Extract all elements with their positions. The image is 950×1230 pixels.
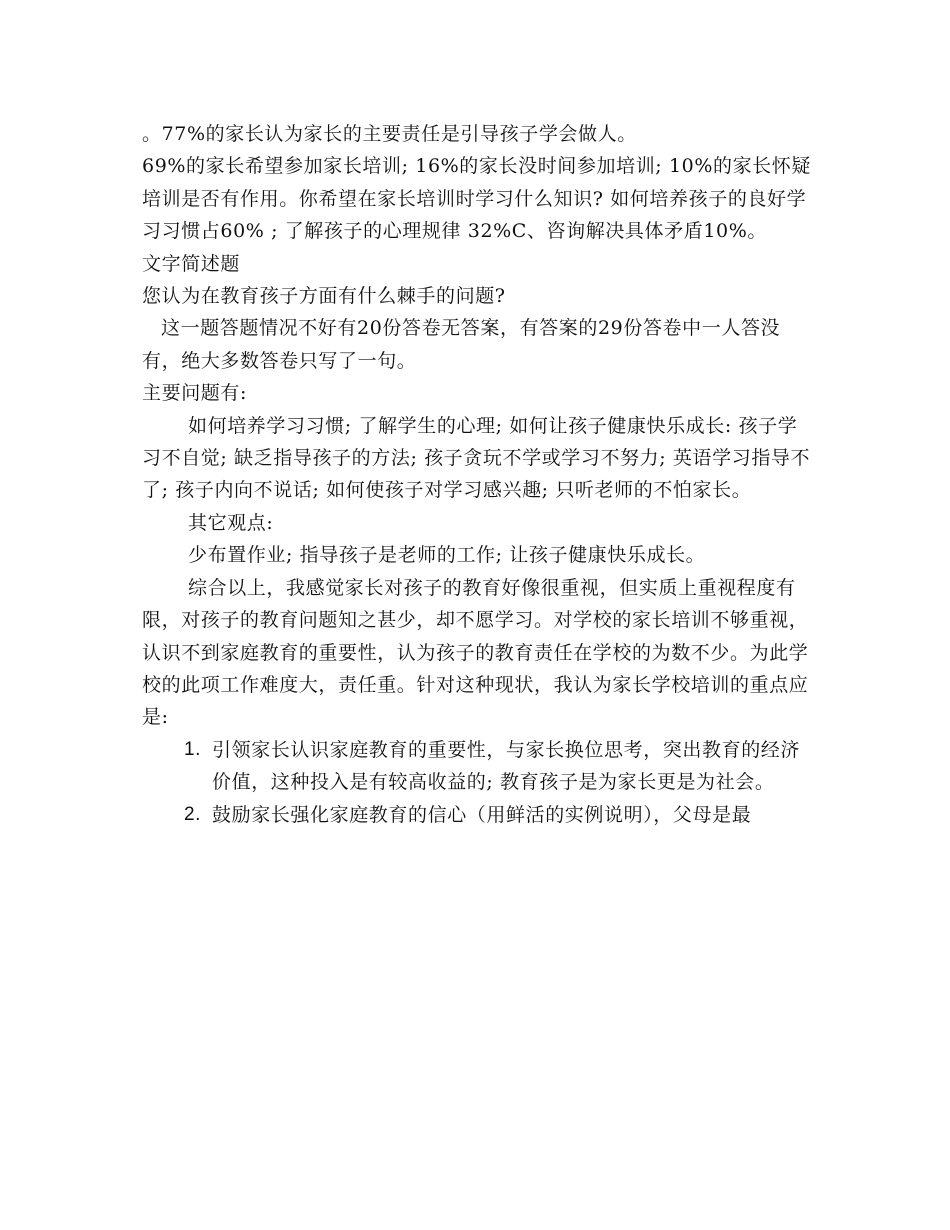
section-heading-short-answer: 文字简述题 [142,252,241,275]
paragraph-conclusion: 综合以上，我感觉家长对孩子的教育好像很重视，但实质上重视程度有限，对孩子的教育问题知之甚少，却不愿学习。对学校的家长培训不够重视，认识不到家庭教育的重要性，认为孩子的教育责任在学校的为数不少。为此学校的此项工作难度大，责任重。针对这种现状，我认为家长学校培训的重点应是: [142,576,809,729]
heading-main-problems: 主要问题有: [142,382,248,405]
paragraph-parent-responsibility: 。77%的家长认为家长的主要责任是引导孩子学会做人。 [142,123,637,145]
heading-other-views: 其它观点: [188,511,274,534]
list-number: 2. [184,803,202,825]
list-number: 1. [184,738,202,760]
list-item-text: 鼓励家长强化家庭教育的信心（用鲜活的实例说明），父母是最 [212,803,752,826]
paragraph-training-survey: 69%的家长希望参加家长培训; 16%的家长没时间参加培训; 10%的家长怀疑培训是否有作用。你希望在家长培训时学习什么知识? 如何培养孩子的良好学习习惯占60% ; 了解孩子的心理规律 32%C、咨询解决具体矛盾10%。 [142,155,811,243]
training-focus-list [142,734,812,831]
list-item [142,734,812,799]
paragraph-main-problems: 如何培养学习习惯; 了解学生的心理; 如何让孩子健康快乐成长: 孩子学习不自觉; 缺乏指导孩子的方法; 孩子贪玩不学或学习不努力; 英语学习指导不了; 孩子内向不说话; 如何使孩子对学习感兴趣; 只听老师的不怕家长。 [142,414,811,502]
list-item-text: 引领家长认识家庭教育的重要性，与家长换位思考，突出教育的经济价值，这种投入是有较高收益的; 教育孩子是为家长更是为社会。 [212,738,801,794]
document-body [142,118,812,831]
paragraph-answer-summary: 这一题答题情况不好有20份答卷无答案，有答案的29份答卷中一人答没有，绝大多数答卷只写了一句。 [142,317,781,372]
list-item [142,799,812,831]
question-text: 您认为在教育孩子方面有什么棘手的问题? [142,285,506,308]
paragraph-other-views: 少布置作业; 指导孩子是老师的工作; 让孩子健康快乐成长。 [188,544,706,567]
